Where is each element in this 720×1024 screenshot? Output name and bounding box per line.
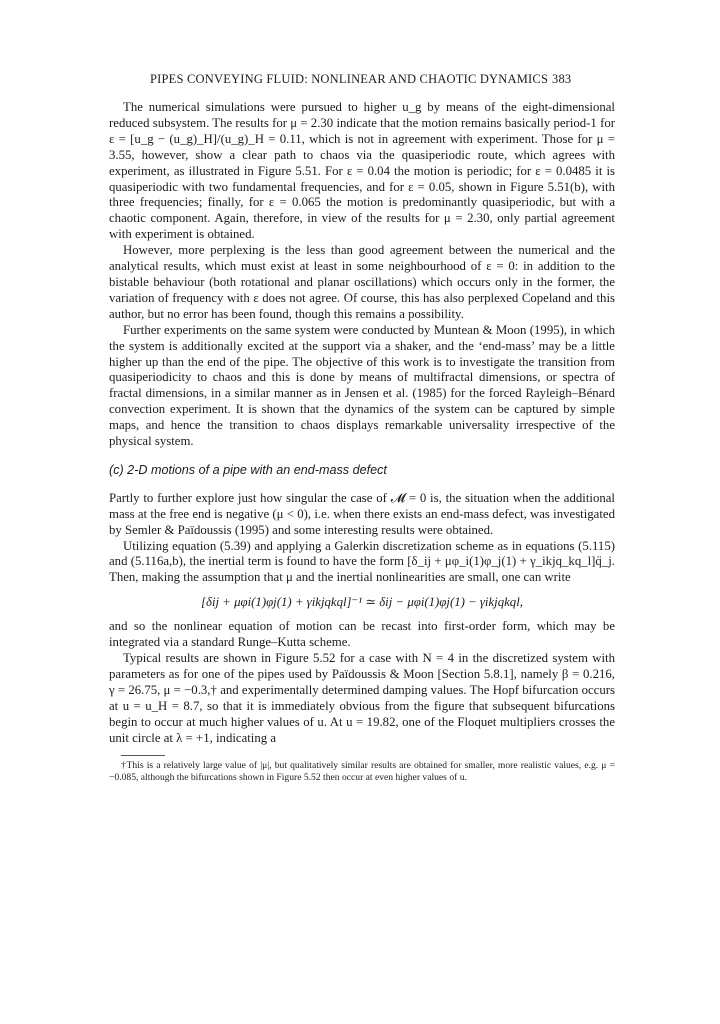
paragraph: Further experiments on the same system were conducted by Muntean & Moon (1995), in which the system is additionally excited at the support via a shaker, and the ‘end-mass’ may be a little higher up than the end of the pipe. The objective of this work is to investigate the transition from quasiperiodicity to chaos and this is done by means of multifractal dimensions, or spectra of fractal dimensions, in a similar manner as in Jensen et al. (1985) for the forced Rayleigh–Bénard convection experiment. It is shown that the dynamics of the system can be captured by simple maps, and hence the transition to chaos displays remarkable universality irrespective of the physical system. bbox=[109, 322, 615, 449]
footnote: †This is a relatively large value of |μ|, but qualitatively similar results are obtained for smaller, more realistic values, e.g. μ = −0.085, although the bifurcations shown in Figure 5.52 then occur at even higher values of u. bbox=[109, 760, 615, 784]
paragraph: Partly to further explore just how singular the case of 𝓜 = 0 is, the situation when the additional mass at the free end is negative (μ < 0), i.e. when there exists an end-mass defect, was investigated by Semler & Païdoussis (1995) and some interesting results were obtained. bbox=[109, 490, 615, 537]
paragraph: Typical results are shown in Figure 5.52 for a case with N = 4 in the discretized system with parameters as for one of the pipes used by Païdoussis & Moon [Section 5.8.1], namely β = 0.216, γ = 26.75, μ = −0.3,† and experimentally determined damping values. The Hopf bifurcation occurs at u = u_H = 8.7, so that it is immediately obvious from the figure that subsequent bifurcations begin to occur at much higher values of u. At u = 19.82, one of the Floquet multipliers crosses the unit circle at λ = +1, indicating a bbox=[109, 651, 615, 745]
paragraph: However, more perplexing is the less than good agreement between the numerical and the analytical results, which must exist at least in some neighbourhood of ε = 0: in addition to the bistable behaviour (both rotational and planar oscillations) which occurs only in the former, the variation of frequency with ε does not agree. Of course, this has also perplexed Copeland and this author, but no error has been found, though this remains a possibility. bbox=[109, 243, 615, 321]
display-equation: [δij + μφi(1)φj(1) + γikjqkql]⁻¹ ≃ δij − μφi(1)φj(1) − γikjqkql, bbox=[201, 595, 523, 610]
section-subheading: (c) 2-D motions of a pipe with an end-mass defect bbox=[109, 462, 387, 477]
paragraph: The numerical simulations were pursued to higher u_g by means of the eight-dimensional reduced subsystem. The results for μ = 2.30 indicate that the motion remains basically period-1 for ε = [u_g − (u_g)_H]/(u_g)_H = 0.11, which is not in agreement with experiment. Those for μ = 3.55, however, show a clear path to chaos via the quasiperiodic route, which agrees with experiment, as illustrated in Figure 5.51. For ε = 0.04 the motion is periodic; for ε = 0.0485 it is quasiperiodic with two fundamental frequencies, and for ε = 0.05, shown in Figure 5.51(b), with three frequencies; finally, for ε = 0.065 the motion is predominantly quasiperiodic, but with a chaotic component. Again, therefore, in view of the results for μ = 2.30, only partial agreement with experiment is obtained. bbox=[109, 100, 615, 242]
running-header bbox=[150, 72, 570, 90]
running-title: PIPES CONVEYING FLUID: NONLINEAR AND CHAOTIC DYNAMICS bbox=[150, 72, 549, 86]
page-number: 383 bbox=[552, 72, 572, 86]
page-body bbox=[109, 100, 615, 784]
paragraph: and so the nonlinear equation of motion can be recast into first-order form, which may be integrated via a standard Runge–Kutta scheme. bbox=[109, 619, 615, 650]
paragraph: Utilizing equation (5.39) and applying a Galerkin discretization scheme as in equations (5.115) and (5.116a,b), the inertial term is found to have the form [δ_ij + μφ_i(1)φ_j(1) + γ_ikjq_kq_l]q̈_j. Then, making the assumption that μ and the inertial nonlinearities are small, one can write bbox=[109, 538, 615, 585]
footnote-divider bbox=[121, 755, 165, 756]
